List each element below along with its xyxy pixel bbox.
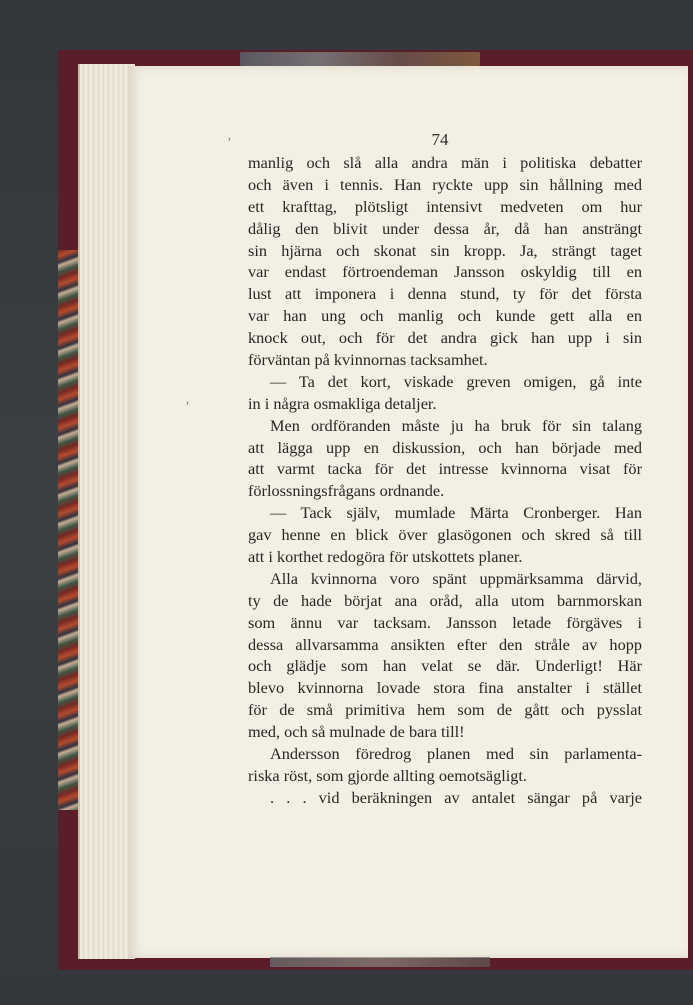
- ribbon-bottom-strip: [270, 957, 490, 967]
- marbled-edge: [58, 250, 80, 810]
- text-line: ty de hade börjat ana oråd, alla utom barnmorskan: [248, 590, 642, 610]
- text-line: — Tack själv, mumlade Märta Cronberger. Han: [270, 503, 642, 523]
- margin-mark: ,: [228, 128, 231, 142]
- text-line: dessa allvarsamma ansikten efter den stråle av hopp: [248, 634, 642, 654]
- text-line: — Ta det kort, viskade greven omigen, gå inte: [270, 371, 642, 391]
- text-line: och glädje som han velat se där. Underligt! Här: [248, 656, 642, 676]
- margin-mark: ,: [186, 392, 189, 406]
- ribbon-top-strip: [240, 52, 480, 66]
- text-line: blevo kvinnorna lovade stora fina anstalter i stället: [248, 678, 642, 698]
- text-line: förlossningsfrågans ordnande.: [248, 481, 445, 501]
- text-line: att lägga upp en diskussion, och han började med: [248, 437, 642, 457]
- text-line: och även i tennis. Han ryckte upp sin hållning med: [248, 174, 642, 194]
- body-text: [248, 152, 642, 809]
- text-line: sin hjärna och skonat sin kropp. Ja, strängt taget: [248, 240, 642, 260]
- text-line: att varmt tacka för det intresse kvinnorna visat för: [248, 459, 642, 479]
- text-line: manlig och slå alla andra män i politiska debatter: [248, 153, 642, 172]
- text-line: med, och så mulnade de bara till!: [248, 722, 465, 742]
- text-line: förväntan på kvinnornas tacksamhet.: [248, 350, 488, 370]
- text-line: var endast förtroendeman Jansson oskyldig till en: [248, 262, 642, 282]
- text-line: . . . vid beräkningen av antalet sängar på varje: [270, 787, 642, 807]
- text-line: Men ordföranden måste ju ha bruk för sin talang: [270, 415, 642, 435]
- page-number: 74: [431, 130, 449, 149]
- text-line: knock out, och för det andra gick han upp i sin: [248, 328, 642, 348]
- text-line: riska röst, som gjorde allting oemotsägligt.: [248, 765, 528, 785]
- text-line: för de små primitiva hem som de gått och pysslat: [248, 700, 642, 720]
- text-line: dålig den blivit under dessa år, då han ansträngt: [248, 218, 642, 238]
- text-line: att i korthet redogöra för utskottets planer.: [248, 547, 523, 567]
- text-line: Andersson föredrog planen med sin parlamenta-: [270, 744, 642, 764]
- page-stack: [78, 64, 135, 959]
- text-line: in i några osmakliga detaljer.: [248, 393, 437, 413]
- text-line: som ännu var tacksam. Jansson letade förgäves i: [248, 612, 642, 632]
- text-line: lust att imponera i denna stund, ty för det första: [248, 284, 642, 304]
- text-line: Alla kvinnorna voro spänt uppmärksamma därvid,: [270, 568, 642, 588]
- text-line: gav henne en blick över glasögonen och skred så till: [248, 525, 642, 545]
- text-line: ett krafttag, plötsligt intensivt medveten om hur: [248, 196, 642, 216]
- text-line: var han ung och manlig och kunde gett alla en: [248, 306, 642, 326]
